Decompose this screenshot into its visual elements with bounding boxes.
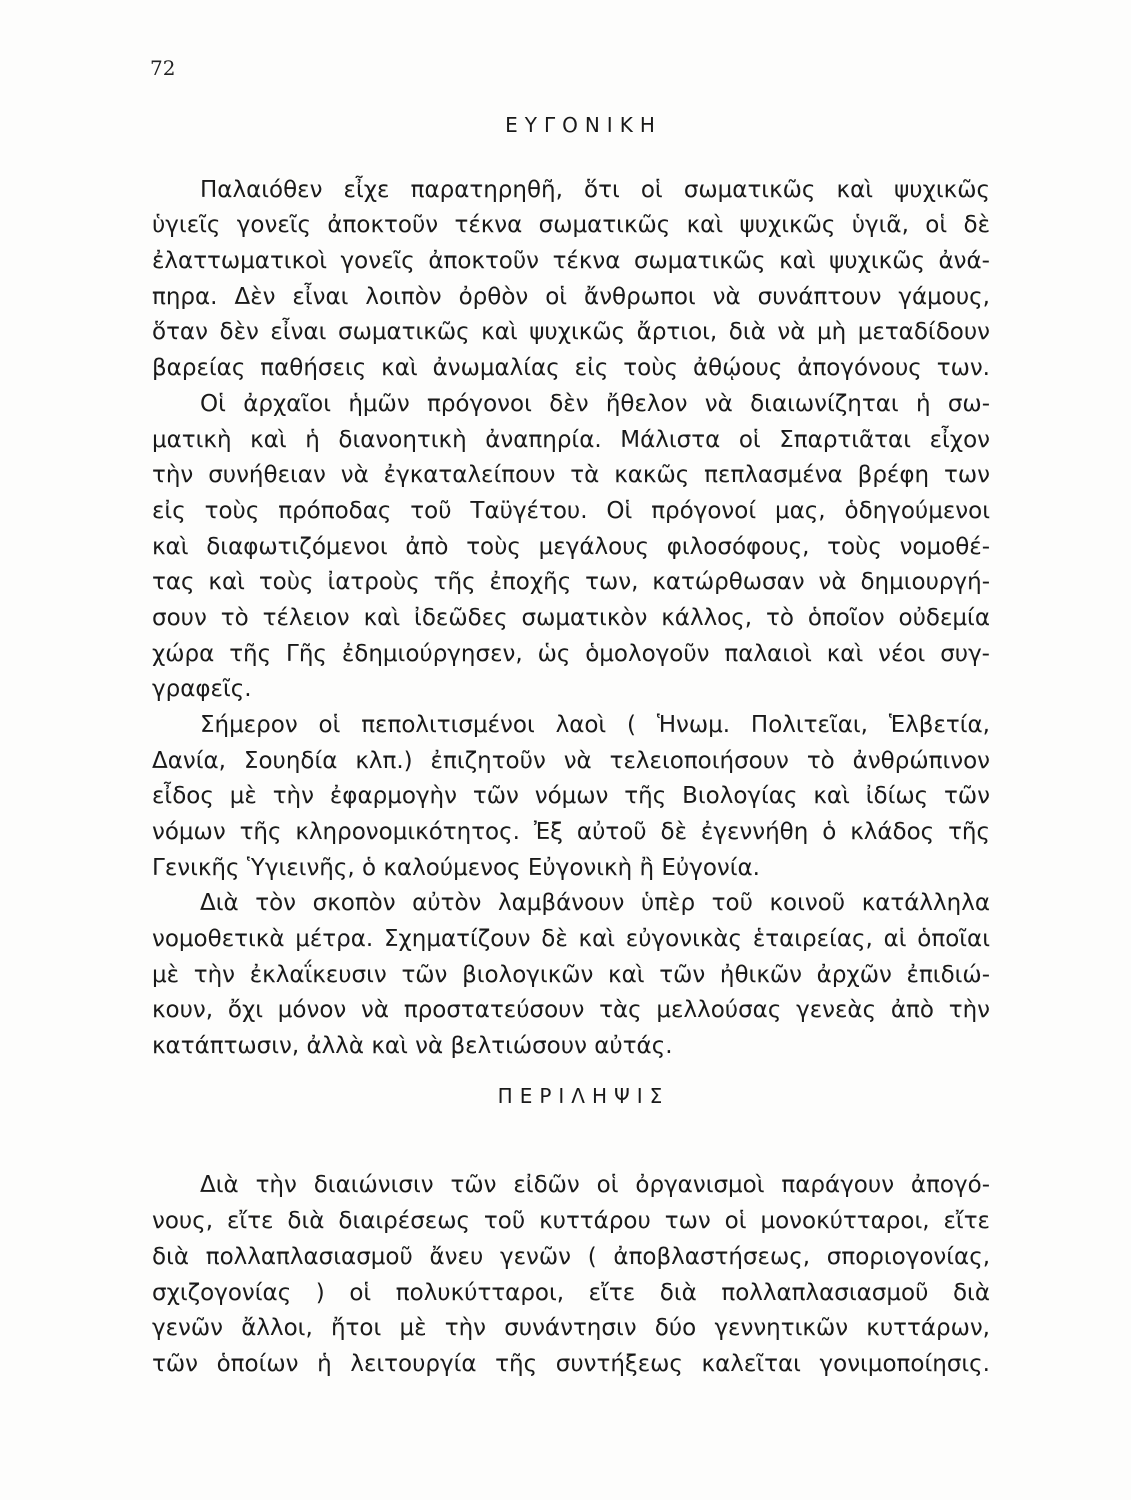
text-line: κουν, ὄχι μόνον νὰ προστατεύσουν τὰς μελλούσας γενεὰς ἀπὸ τὴν — [152, 997, 990, 1023]
text-line: χώρα τῆς Γῆς ἐδημιούργησεν, ὡς ὁμολογοῦν παλαιοὶ καὶ νέοι συγ- — [152, 641, 990, 667]
text-line: πηρα. Δὲν εἶναι λοιπὸν ὀρθὸν οἱ ἄνθρωποι νὰ συνάπτουν γάμους, — [152, 284, 990, 310]
text-line: γραφεῖς. — [152, 676, 252, 702]
text-line: εἰς τοὺς πρόποδας τοῦ Ταϋγέτου. Οἱ πρόγονοί μας, ὁδηγούμενοι — [152, 498, 990, 524]
text-line: εἶδος μὲ τὴν ἐφαρμογὴν τῶν νόμων τῆς Βιολογίας καὶ ἰδίως τῶν — [152, 783, 990, 809]
text-line: ὑγιεῖς γονεῖς ἀποκτοῦν τέκνα σωματικῶς καὶ ψυχικῶς ὑγιᾶ, οἱ δὲ — [152, 212, 990, 238]
text-line: Διὰ τὴν διαιώνισιν τῶν εἰδῶν οἱ ὀργανισμοὶ παράγουν ἀπογό- — [200, 1172, 990, 1198]
text-line: ματικὴ καὶ ἡ διανοητικὴ ἀναπηρία. Μάλιστα οἱ Σπαρτιᾶται εἶχον — [152, 427, 990, 453]
text-line: Δανία, Σουηδία κλπ.) ἐπιζητοῦν νὰ τελειοποιήσουν τὸ ἀνθρώπινον — [152, 748, 990, 774]
text-line: Σήμερον οἱ πεπολιτισμένοι λαοὶ ( Ἡνωμ. Πολιτεῖαι, Ἑλβετία, — [200, 712, 990, 738]
page-number: 72 — [150, 56, 176, 80]
text-line: ἐλαττωματικοὶ γονεῖς ἀποκτοῦν τέκνα σωματικῶς καὶ ψυχικῶς ἀνά- — [152, 248, 990, 274]
text-line: νομοθετικὰ μέτρα. Σχηματίζουν δὲ καὶ εὐγονικὰς ἑταιρείας, αἱ ὁποῖαι — [152, 926, 990, 952]
text-line: διὰ πολλαπλασιασμοῦ ἄνευ γενῶν ( ἀποβλαστήσεως, σποριογονίας, — [152, 1244, 990, 1270]
text-line: τας καὶ τοὺς ἰατροὺς τῆς ἐποχῆς των, κατώρθωσαν νὰ δημιουργή- — [152, 569, 990, 595]
text-line: κατάπτωσιν, ἀλλὰ καὶ νὰ βελτιώσουν αὐτάς. — [152, 1033, 673, 1059]
summary-title: ΠΕΡΙΛΗΨΙΣ — [497, 1084, 670, 1108]
text-line: ὅταν δὲν εἶναι σωματικῶς καὶ ψυχικῶς ἄρτιοι, διὰ νὰ μὴ μεταδίδουν — [152, 319, 990, 345]
text-line: γενῶν ἄλλοι, ἤτοι μὲ τὴν συνάντησιν δύο γεννητικῶν κυττάρων, — [152, 1315, 990, 1341]
text-line: τὴν συνήθειαν νὰ ἐγκαταλείπουν τὰ κακῶς πεπλασμένα βρέφη των — [152, 462, 990, 488]
text-line: βαρείας παθήσεις καὶ ἀνωμαλίας εἰς τοὺς ἀθῴους ἀπογόνους των. — [152, 355, 990, 381]
text-line: μὲ τὴν ἐκλαΐκευσιν τῶν βιολογικῶν καὶ τῶν ἠθικῶν ἀρχῶν ἐπιδιώ- — [152, 962, 990, 988]
text-line: καὶ διαφωτιζόμενοι ἀπὸ τοὺς μεγάλους φιλοσόφους, τοὺς νομοθέ- — [152, 534, 990, 560]
text-line: νους, εἴτε διὰ διαιρέσεως τοῦ κυττάρου των οἱ μονοκύτταροι, εἴτε — [152, 1208, 990, 1234]
text-line: σουν τὸ τέλειον καὶ ἰδεῶδες σωματικὸν κάλλος, τὸ ὁποῖον οὐδεμία — [152, 605, 990, 631]
text-line: νόμων τῆς κληρονομικότητος. Ἐξ αὐτοῦ δὲ ἐγεννήθη ὁ κλάδος τῆς — [152, 819, 990, 845]
text-line: Γενικῆς Ὑγιεινῆς, ὁ καλούμενος Εὐγονικὴ ἢ Εὐγονία. — [152, 855, 760, 881]
text-line: σχιζογονίας ) οἱ πολυκύτταροι, εἴτε διὰ πολλαπλασιασμοῦ διὰ — [152, 1280, 990, 1306]
text-line: Παλαιόθεν εἶχε παρατηρηθῆ, ὅτι οἱ σωματικῶς καὶ ψυχικῶς — [200, 177, 990, 203]
text-line: Διὰ τὸν σκοπὸν αὐτὸν λαμβάνουν ὑπὲρ τοῦ κοινοῦ κατάλληλα — [200, 890, 990, 916]
section-title: ΕΥΓΟΝΙΚΗ — [505, 113, 662, 137]
text-line: Οἱ ἀρχαῖοι ἡμῶν πρόγονοι δὲν ἤθελον νὰ διαιωνίζηται ἡ σω- — [200, 391, 990, 417]
text-line: τῶν ὁποίων ἡ λειτουργία τῆς συντήξεως καλεῖται γονιμοποίησις. — [152, 1351, 990, 1377]
